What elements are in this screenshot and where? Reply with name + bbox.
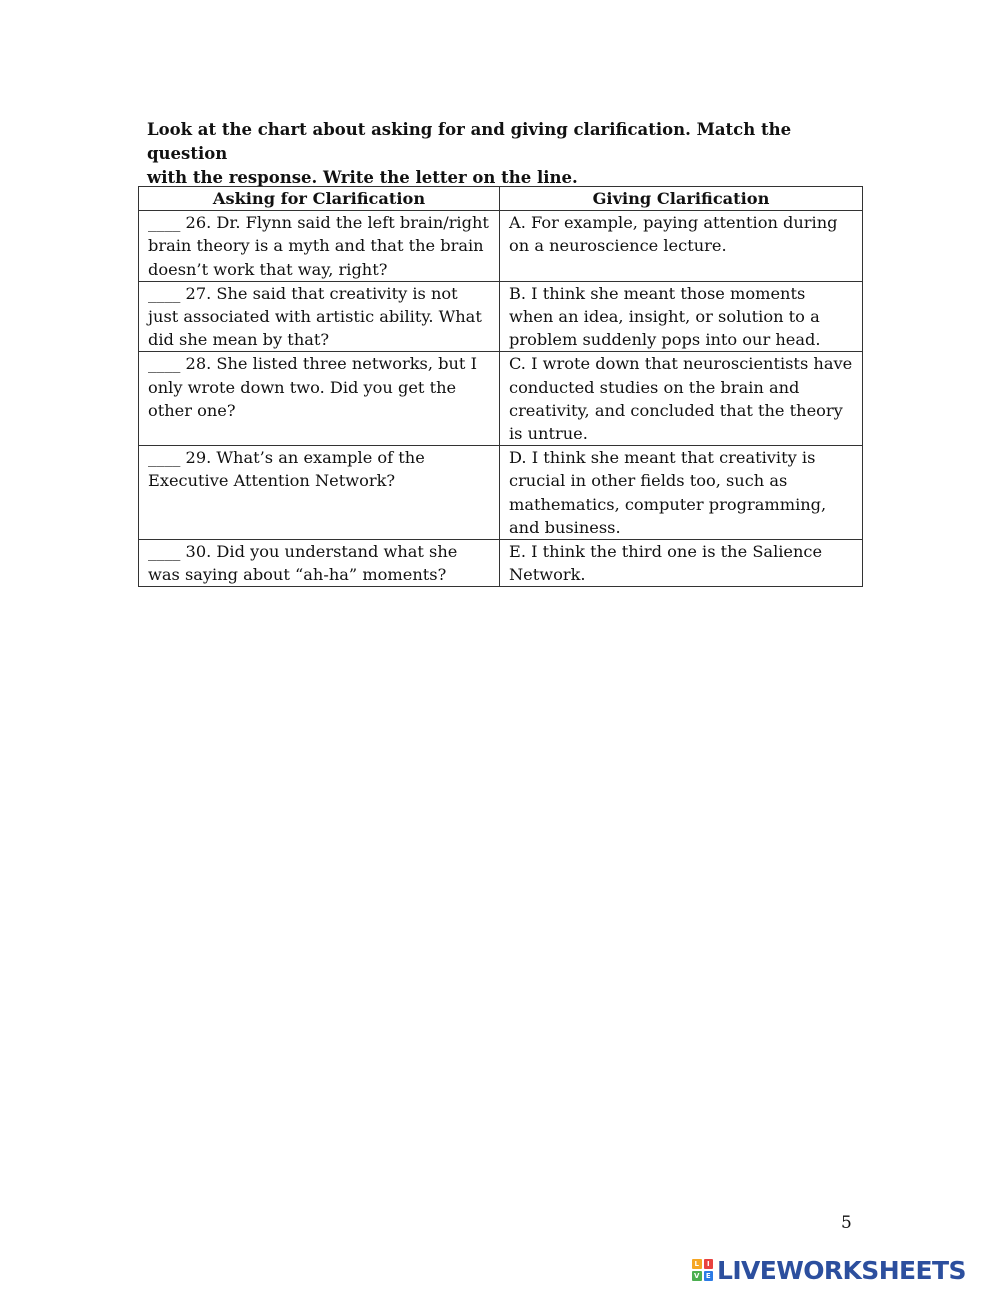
instructions-line-1: Look at the chart about asking for and giving clarification. Match the question (147, 120, 792, 163)
answer-blank[interactable]: ____ (148, 542, 181, 562)
table-header-row (139, 187, 863, 211)
logo-text: LIVEWORKSHEETS (717, 1255, 966, 1285)
answer-cell: E. I think the third one is the Salience Network. (500, 540, 863, 587)
page-number: 5 (841, 1213, 852, 1233)
answer-cell: A. For example, paying attention during on a neuroscience lecture. (500, 211, 863, 282)
answer-blank[interactable]: ____ (148, 283, 181, 303)
header-giving: Giving Clarification (500, 187, 863, 211)
clarification-table (138, 186, 863, 587)
logo-mark-letter: V (692, 1271, 702, 1281)
instructions (147, 118, 867, 190)
liveworksheets-logo (692, 1255, 966, 1285)
table-row (139, 352, 863, 446)
answer-blank[interactable]: ____ (148, 354, 181, 374)
question-text: 29. What’s an example of the Executive Attention Network? (148, 448, 425, 491)
question-text: 30. Did you understand what she was saying about “ah-ha” moments? (148, 542, 458, 585)
logo-mark-letter: E (704, 1271, 714, 1281)
instructions-line-2: with the response. Write the letter on the line. (147, 168, 578, 187)
answer-blank[interactable]: ____ (148, 448, 181, 468)
question-cell (139, 446, 500, 540)
header-asking: Asking for Clarification (139, 187, 500, 211)
question-cell (139, 281, 500, 352)
logo-mark-icon (692, 1259, 713, 1281)
question-text: 28. She listed three networks, but I only wrote down two. Did you get the other one? (148, 354, 477, 420)
answer-cell: B. I think she meant those moments when an idea, insight, or solution to a problem suddenly pops into our head. (500, 281, 863, 352)
question-text: 26. Dr. Flynn said the left brain/right brain theory is a myth and that the brain doesn’t work that way, right? (148, 213, 489, 279)
logo-mark-letter: I (704, 1259, 714, 1269)
answer-cell: C. I wrote down that neuroscientists have conducted studies on the brain and creativity, and concluded that the theory is untrue. (500, 352, 863, 446)
question-cell (139, 211, 500, 282)
table-row (139, 211, 863, 282)
table-row (139, 540, 863, 587)
table-row (139, 446, 863, 540)
question-cell (139, 540, 500, 587)
answer-blank[interactable]: ____ (148, 213, 181, 233)
question-text: 27. She said that creativity is not just associated with artistic ability. What did she mean by that? (148, 283, 482, 350)
question-cell (139, 352, 500, 446)
answer-cell: D. I think she meant that creativity is crucial in other fields too, such as mathematics, computer programming, and business. (500, 446, 863, 540)
logo-mark-letter: L (692, 1259, 702, 1269)
table-row (139, 281, 863, 352)
